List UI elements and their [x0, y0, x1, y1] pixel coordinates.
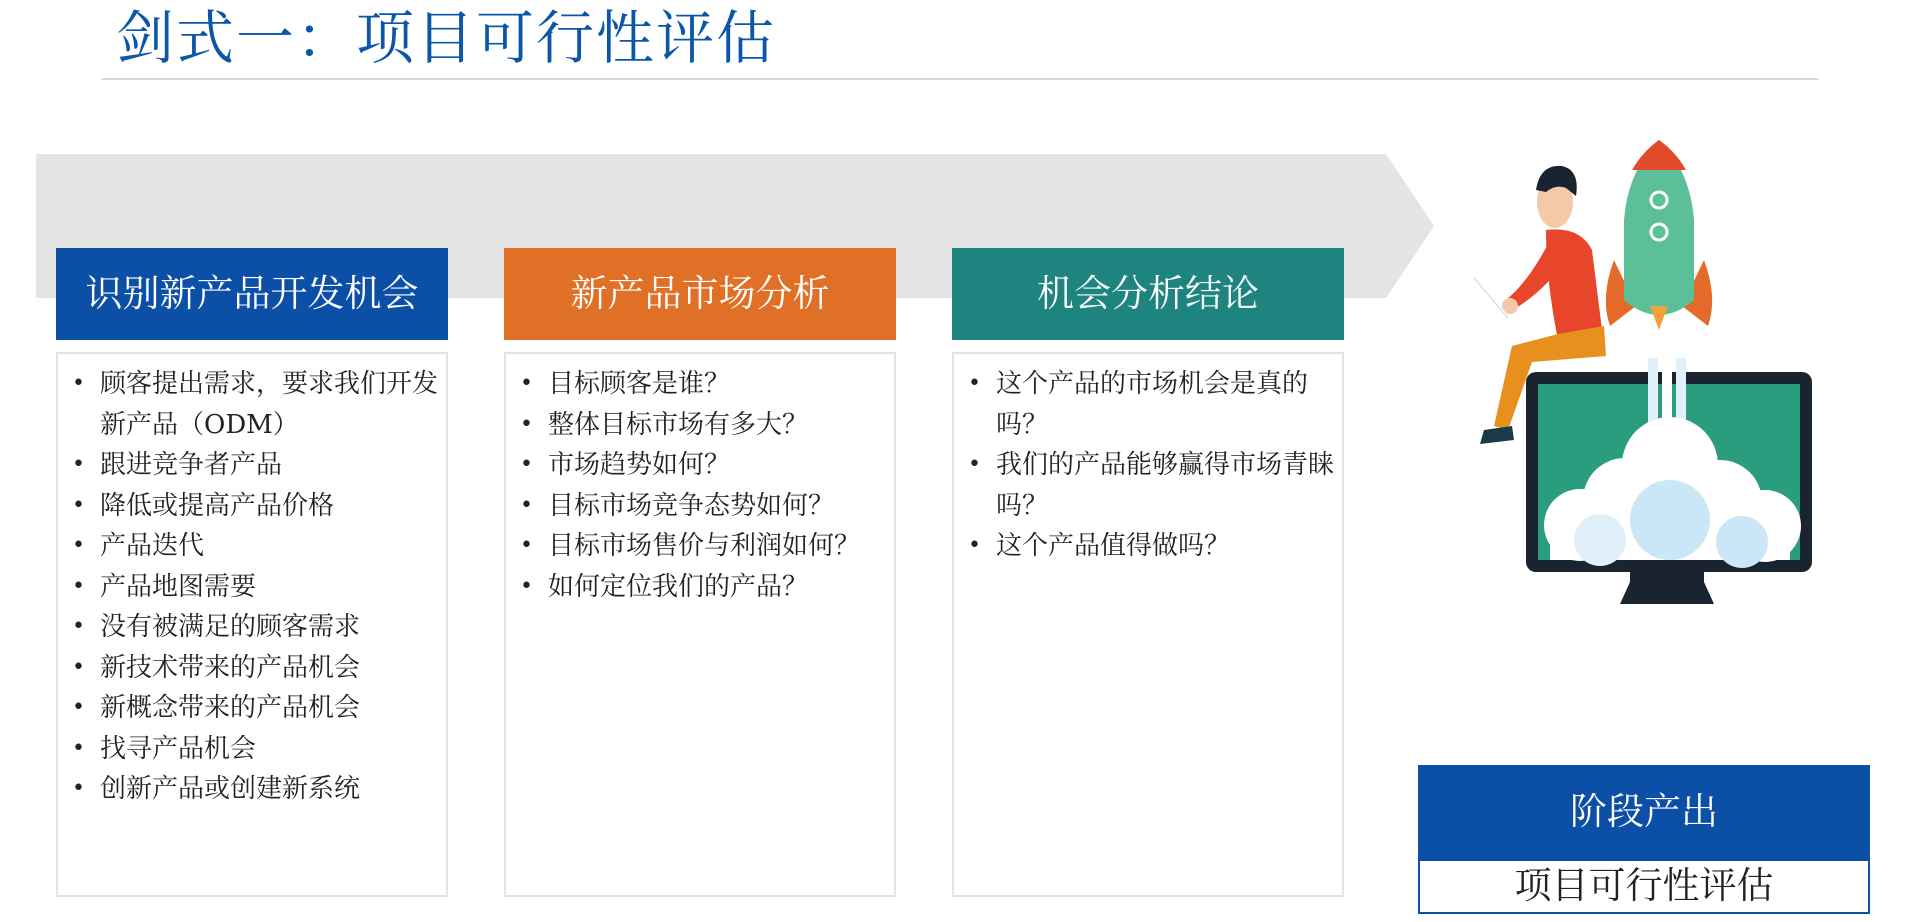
list-item: • 目标市场售价与利润如何？ — [506, 526, 886, 567]
list-item: • 市场趋势如何？ — [506, 445, 886, 486]
step-list — [58, 364, 438, 810]
output-header: 阶段产出 — [1418, 765, 1870, 859]
list-item: • 新技术带来的产品机会 — [58, 648, 438, 689]
list-item: • 目标顾客是谁？ — [506, 364, 886, 405]
list-item: • 这个产品的市场机会是真的吗？ — [954, 364, 1334, 445]
step-box-market-analysis — [504, 352, 896, 897]
list-item: • 这个产品值得做吗？ — [954, 526, 1334, 567]
list-item: • 如何定位我们的产品？ — [506, 567, 886, 608]
output-value: 项目可行性评估 — [1418, 859, 1870, 914]
rocket-launch-illustration — [1450, 130, 1830, 610]
page-title: 剑式一：项目可行性评估 — [116, 4, 777, 72]
rocket-icon — [1606, 140, 1712, 330]
list-item: • 顾客提出需求，要求我们开发新产品（ODM） — [58, 364, 438, 445]
step-list — [954, 364, 1334, 567]
title-divider — [102, 78, 1818, 80]
step-header-market-analysis: 新产品市场分析 — [504, 248, 896, 340]
step-header-identify-opportunity: 识别新产品开发机会 — [56, 248, 448, 340]
list-item: • 产品地图需要 — [58, 567, 438, 608]
list-item: • 我们的产品能够赢得市场青睐吗？ — [954, 445, 1334, 526]
step-list — [506, 364, 886, 607]
step-box-identify-opportunity — [56, 352, 448, 897]
list-item: • 整体目标市场有多大？ — [506, 405, 886, 446]
step-box-conclusion — [952, 352, 1344, 897]
list-item: • 找寻产品机会 — [58, 729, 438, 770]
list-item: • 创新产品或创建新系统 — [58, 769, 438, 810]
list-item: • 目标市场竞争态势如何？ — [506, 486, 886, 527]
step-header-conclusion: 机会分析结论 — [952, 248, 1344, 340]
list-item: • 跟进竞争者产品 — [58, 445, 438, 486]
list-item: • 没有被满足的顾客需求 — [58, 607, 438, 648]
list-item: • 新概念带来的产品机会 — [58, 688, 438, 729]
list-item: • 降低或提高产品价格 — [58, 486, 438, 527]
list-item: • 产品迭代 — [58, 526, 438, 567]
